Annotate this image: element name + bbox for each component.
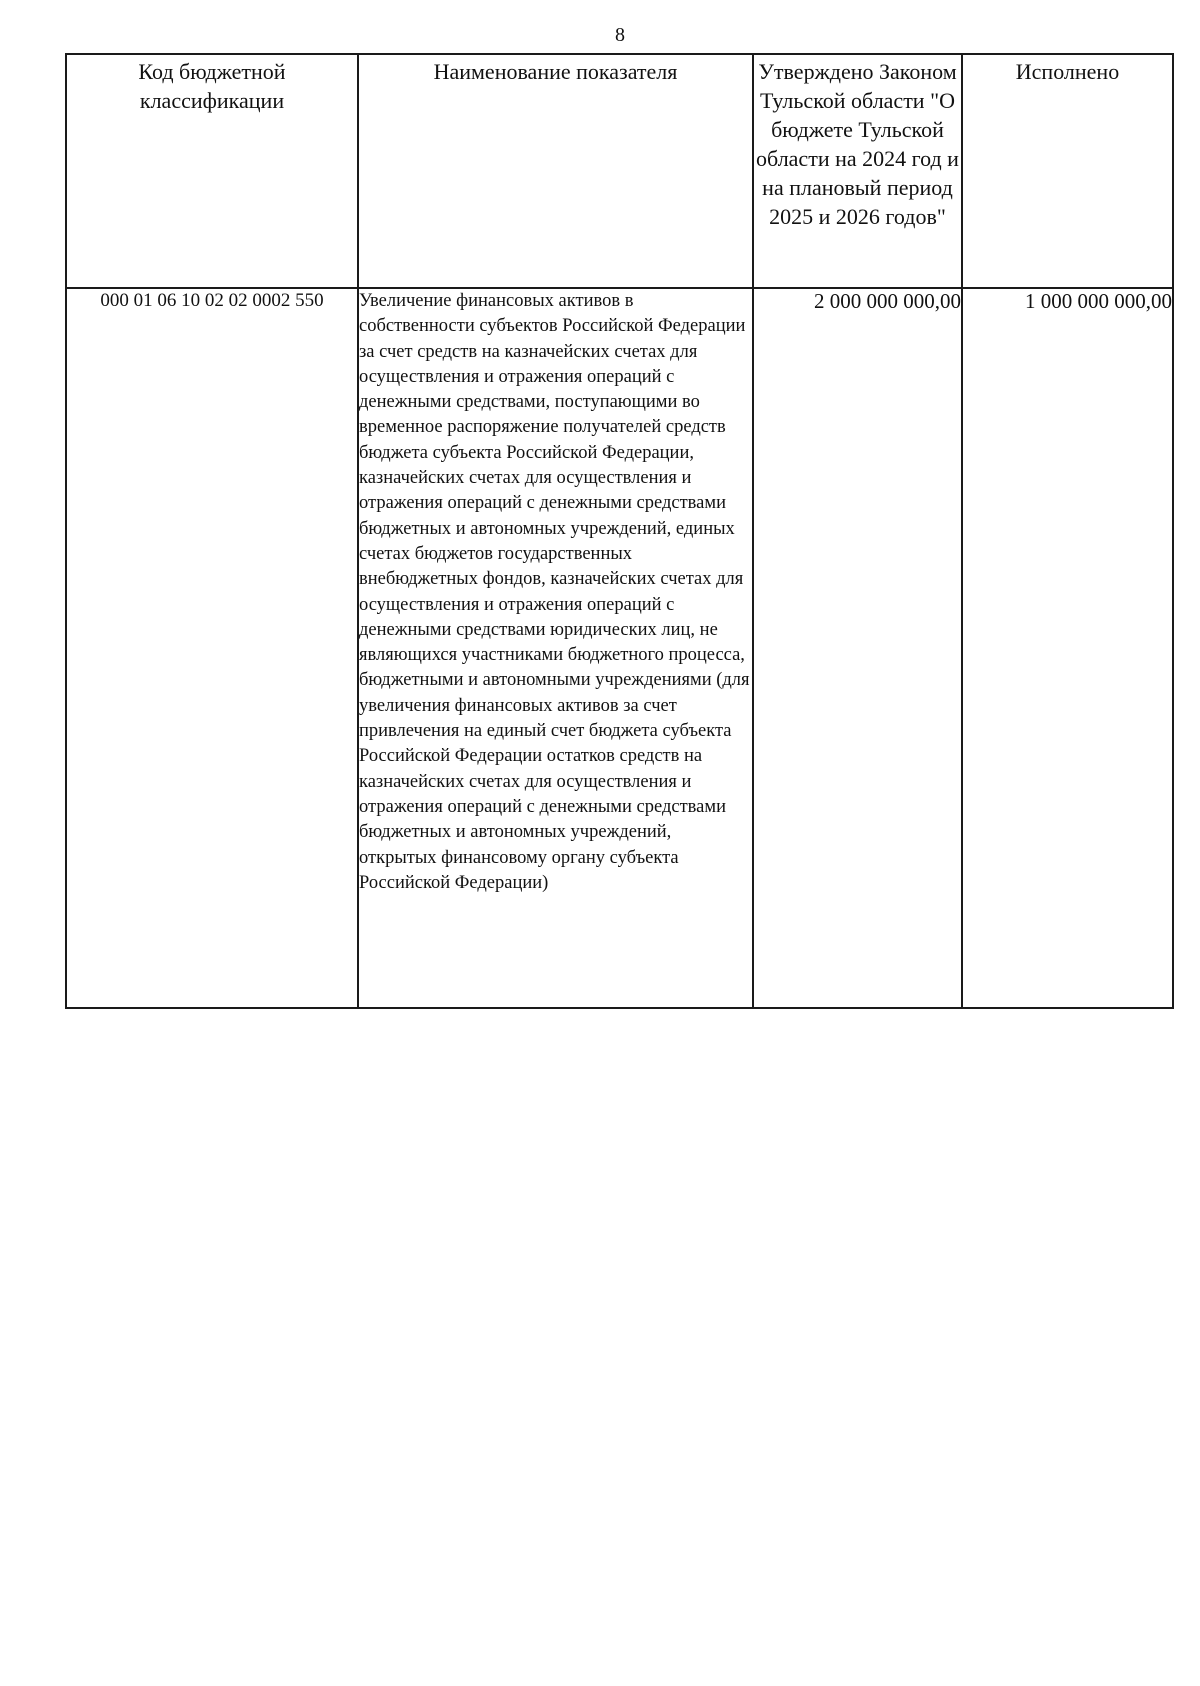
header-name: Наименование показателя <box>358 54 753 288</box>
row-code: 000 01 06 10 02 02 0002 550 <box>66 288 358 1008</box>
header-code: Код бюджетной классификации <box>66 54 358 288</box>
table-header-row <box>66 54 1173 288</box>
row-name: Увеличение финансовых активов в собственности субъектов Российской Федерации за счет средств на казначейских счетах для осуществления и отражения операций с денежными средствами, поступающими во временное распоряжение получателей средств бюджета субъекта Российской Федерации, казначейских счетах для осуществления и отражения операций с денежными средствами бюджетных и автономных учреждений, единых счетах бюджетов государственных внебюджетных фондов, казначейских счетах для осуществления и отражения операций с денежными средствами юридических лиц, не являющихся участниками бюджетного процесса, бюджетными и автономными учреждениями (для увеличения финансовых активов за счет привлечения на единый счет бюджета субъекта Российской Федерации остатков средств на казначейских счетах для осуществления и отражения операций с денежными средствами бюджетных и автономных учреждений, открытых финансовому органу субъекта Российской Федерации) <box>358 288 753 1008</box>
header-executed: Исполнено <box>962 54 1173 288</box>
row-approved-amount: 2 000 000 000,00 <box>753 288 962 1008</box>
budget-table <box>65 53 1174 1009</box>
header-approved: Утверждено Законом Тульской области "О бюджете Тульской области на 2024 год и на плановый период 2025 и 2026 годов" <box>753 54 962 288</box>
row-executed-amount: 1 000 000 000,00 <box>962 288 1173 1008</box>
table-row <box>66 288 1173 1008</box>
page-number: 8 <box>615 24 625 46</box>
